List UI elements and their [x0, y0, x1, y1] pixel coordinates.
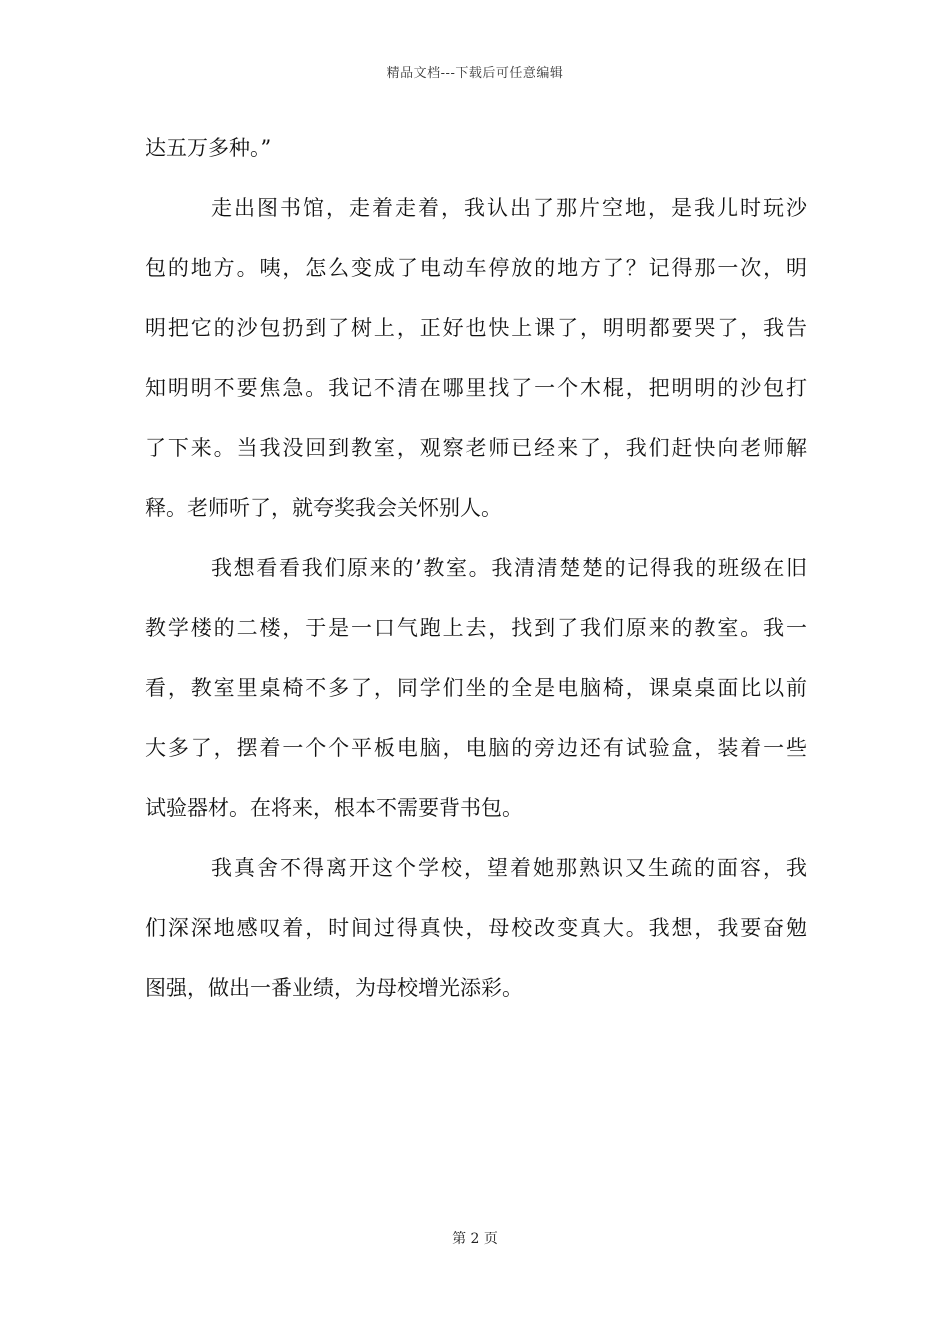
text-line: 包的地方。咦，怎么变成了电动车停放的地方了？记得那一次，明 — [145, 256, 807, 280]
document-body — [145, 118, 807, 1018]
text-line: 看，教室里桌椅不多了，同学们坐的全是电脑椅，课桌桌面比以前 — [145, 676, 807, 700]
paragraph-first-line: 我真舍不得离开这个学校，望着她那熟识又生疏的面容，我 — [211, 856, 807, 880]
page-header: 精品文档---下载后可任意编辑 — [386, 66, 564, 81]
text-line: 知明明不要焦急。我记不清在哪里找了一个木棍，把明明的沙包打 — [145, 376, 807, 400]
paragraph-first-line: 我想看看我们原来的’教室。我清清楚楚的记得我的班级在旧 — [211, 556, 807, 580]
text-line: 明把它的沙包扔到了树上，正好也快上课了，明明都要哭了，我告 — [145, 316, 807, 340]
text-line: 图强，做出一番业绩，为母校增光添彩。 — [145, 976, 523, 1000]
text-line: 达五万多种。” — [145, 136, 272, 160]
text-line: 们深深地感叹着，时间过得真快，母校改变真大。我想，我要奋勉 — [145, 916, 807, 940]
text-line: 教学楼的二楼，于是一口气跑上去，找到了我们原来的教室。我一 — [145, 616, 807, 640]
text-line: 试验器材。在将来，根本不需要背书包。 — [145, 796, 523, 820]
text-line: 了下来。当我没回到教室，观察老师已经来了，我们赶快向老师解 — [145, 436, 807, 460]
page-number: 第 2 页 — [452, 1231, 498, 1247]
paragraph-first-line: 走出图书馆，走着走着，我认出了那片空地，是我儿时玩沙 — [211, 196, 807, 220]
text-line: 释。老师听了，就夸奖我会关怀别人。 — [145, 496, 502, 520]
text-line: 大多了，摆着一个个平板电脑，电脑的旁边还有试验盒，装着一些 — [145, 736, 807, 760]
